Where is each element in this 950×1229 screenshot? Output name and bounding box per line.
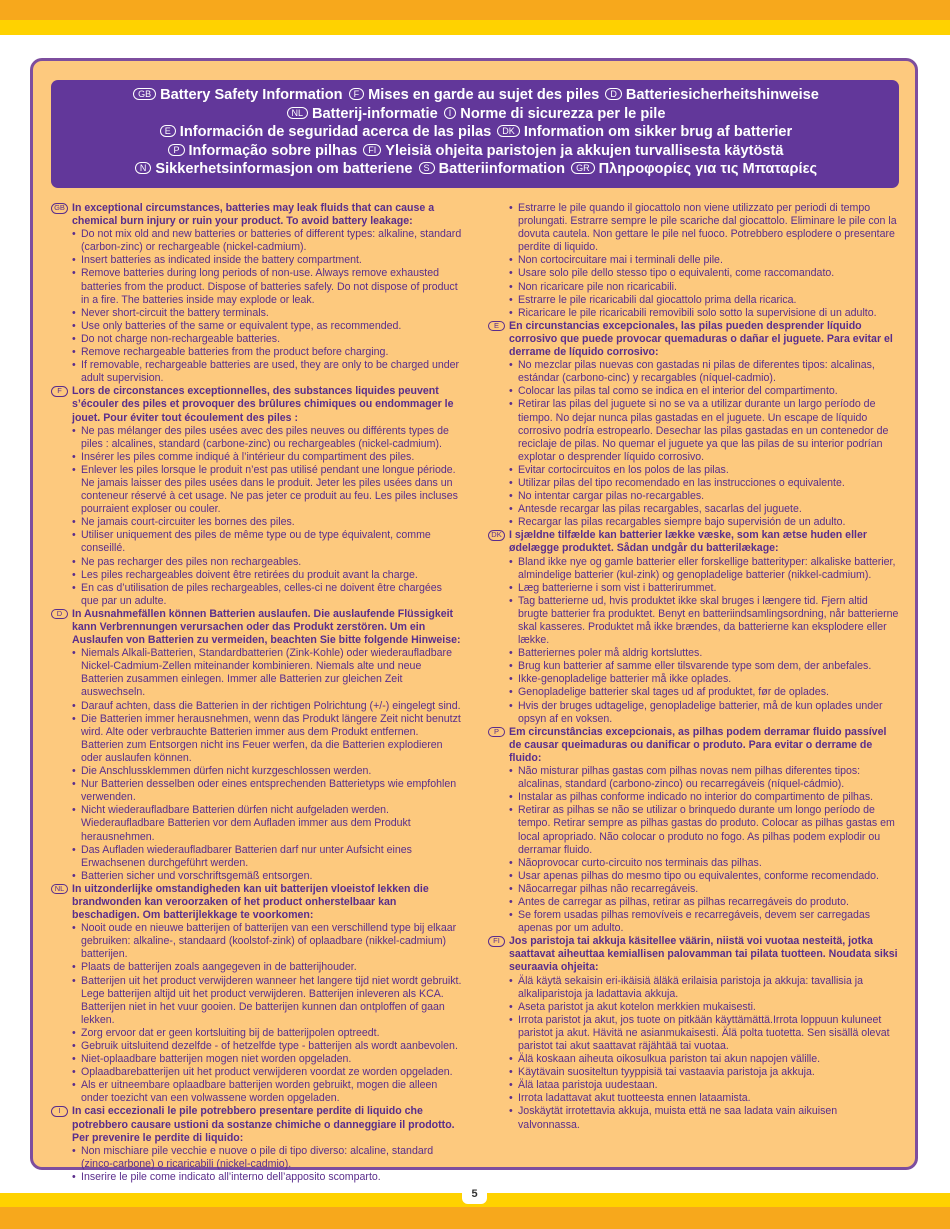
country-code-badge: DK	[497, 125, 520, 137]
country-code-badge: E	[160, 125, 176, 137]
language-section	[488, 202, 900, 320]
bullet-item: • Insert batteries as indicated inside the battery compartment.	[72, 254, 462, 267]
bullet-item: • Læg batterierne i som vist i batterirummet.	[509, 582, 900, 595]
section-heading: In uitzonderlijke omstandigheden kan uit batterijen vloeistof lekken die brandwonden kan veroorzaken of het product onherstelbaar kan beschadigen. Om batterijlekkage te voorkomen:	[72, 882, 429, 922]
section-heading: Jos paristoja tai akkuja käsitellee väärin, niistä voi vuotaa nesteitä, jotka saattavat aiheuttaa kemiallisen palovamman tai pilata tuotteen. Noudata siksi seuraavia ohjeita:	[509, 935, 898, 974]
bullet-item: • Enlever les piles lorsque le produit n’est pas utilisé pendant une longue période. Ne jamais laisser des piles usées dans le produit. Jeter les piles usées dans un conteneur réservé à cet usage. Ne pas jeter ce produit au feu. Les piles incluses pourraient exploser ou couler.	[72, 464, 462, 516]
bullet-item: • Nicht wiederaufladbare Batterien dürfen nicht aufgeladen werden. Wiederaufladbare Batterien vor dem Aufladen immer aus dem Produkt herausnehmen.	[72, 804, 462, 843]
bullet-list	[509, 765, 900, 935]
bullet-item: • No intentar cargar pilas no-recargables.	[509, 490, 900, 503]
country-code-badge: P	[488, 727, 505, 738]
bullet-item: • Utiliser uniquement des piles de même type ou de type équivalent, comme conseillé.	[72, 529, 462, 555]
bullet-item: • Irrota ladattavat akut tuotteesta ennen lataamista.	[509, 1092, 900, 1105]
language-section	[488, 529, 900, 725]
country-code-badge: GB	[133, 88, 156, 100]
bullet-list	[509, 202, 900, 320]
bullet-item: • Do not mix old and new batteries or batteries of different types: alkaline, standard (carbon-zinc) or rechargeable (nickel-cadmium).	[72, 228, 462, 254]
bullet-item: • Irrota paristot ja akut, jos tuote on pitkään käyttämättä.Irrota loppuun kuluneet paristot ja akut. Hävitä ne asianmukaisesti. Älä polta tuotetta. Sen sisällä olevat paristot tai akut saattavat räjähtää tai vuotaa.	[509, 1014, 900, 1053]
language-section	[51, 1105, 462, 1184]
bullet-item: • Brug kun batterier af samme eller tilsvarende type som dem, der anbefales.	[509, 660, 900, 673]
country-code-badge: I	[444, 107, 457, 119]
bullet-item: • Ne pas recharger des piles non rechargeables.	[72, 556, 462, 569]
bullet-list	[72, 228, 462, 385]
bullet-list	[509, 975, 900, 1132]
bullet-item: • Älä koskaan aiheuta oikosulkua pariston tai akun napojen välille.	[509, 1053, 900, 1066]
bullet-list	[72, 647, 462, 883]
bullet-item: • Älä lataa paristoja uudestaan.	[509, 1079, 900, 1092]
country-code-badge: FI	[488, 936, 505, 947]
bullet-item: • Hvis der bruges udtagelige, genopladelige batterier, må de kun oplades under opsyn af en voksen.	[509, 700, 900, 726]
bullet-item: • Aseta paristot ja akut kotelon merkkien mukaisesti.	[509, 1001, 900, 1014]
bullet-item: • Nãoprovocar curto-circuito nos terminais das pilhas.	[509, 857, 900, 870]
bullet-item: • Estrarre le pile quando il giocattolo non viene utilizzato per periodi di tempo prolungati. Estrarre sempre le pile scariche dal giocattolo. Eliminare le pile con la dovuta cautela. Non gettare le pile nel fuoco. Potrebbero esplodere o presentare perdite di liquido.	[509, 202, 900, 254]
bullet-item: • Non cortocircuitare mai i terminali delle pile.	[509, 254, 900, 267]
language-section	[51, 883, 462, 1106]
bullet-list	[72, 922, 462, 1105]
bullet-item: • Batterijen uit het product verwijderen wanneer het langere tijd niet wordt gebruikt. Lege batterijen altijd uit het product verwijderen. Batterijen inleveren als KCA. Batterijen niet in het vuur gooien. De batterijen kunnen dan ontploffen of gaan lekken.	[72, 975, 462, 1027]
banner-line	[51, 86, 899, 105]
country-code-badge: N	[135, 162, 152, 174]
bullet-item: • Älä käytä sekaisin eri-ikäisiä äläkä erilaisia paristoja ja akkuja: tavallisia ja alkaliparistoja ja ladattavia akkuja.	[509, 975, 900, 1001]
banner-title: Information om sikker brug af batterier	[523, 124, 793, 141]
bullet-list	[72, 1145, 462, 1184]
language-section	[51, 385, 462, 608]
banner-title: Batteriinformation	[438, 161, 566, 178]
country-code-badge: GR	[571, 162, 595, 174]
bullet-item: • Antes de carregar as pilhas, retirar as pilhas recarregáveis do produto.	[509, 896, 900, 909]
country-code-badge: D	[51, 609, 68, 620]
bullet-item: • Batterien sicher und vorschriftsgemäß entsorgen.	[72, 870, 462, 883]
banner-title: Información de seguridad acerca de las pilas	[179, 124, 492, 141]
bullet-item: • Non mischiare pile vecchie e nuove o pile di tipo diverso: alcaline, standard (zinco-carbone) o ricaricabili (nickel-cadmio).	[72, 1145, 462, 1171]
bullet-item: • If removable, rechargeable batteries are used, they are only to be charged under adult supervision.	[72, 359, 462, 385]
bullet-item: • Retirar las pilas del juguete si no se va a utilizar durante un largo período de tiempo. No dejar nunca pilas gastadas en el juguete. Un escape de líquido corrosivo podría estropearlo. Desechar las pilas gastadas en un contenedor de reciclaje de pilas. No quemar el juguete ya que las pilas de su interior podrían explotar o desprender líquido corrosivo.	[509, 398, 900, 463]
right-column	[488, 202, 900, 1132]
bullet-item: • Joskäytät irrotettavia akkuja, muista että ne saa ladata vain aikuisen valvonnassa.	[509, 1105, 900, 1131]
top-decorative-stripe	[0, 0, 950, 35]
bullet-item: • Usar apenas pilhas do mesmo tipo ou equivalentes, conforme recomendado.	[509, 870, 900, 883]
country-code-badge: P	[168, 144, 184, 156]
bullet-item: • Das Aufladen wiederaufladbarer Batterien darf nur unter Aufsicht eines Erwachsenen durchgeführt werden.	[72, 844, 462, 870]
banner-title: Mises en garde au sujet des piles	[368, 87, 600, 103]
country-code-badge: NL	[287, 107, 309, 119]
section-heading: Lors de circonstances exceptionnelles, des substances liquides peuvent s’écouler des piles et provoquer des brûlures chimiques ou endommager le jouet. Pour éviter tout écoulement des piles :	[72, 385, 454, 424]
country-code-badge: I	[51, 1106, 68, 1117]
country-code-badge: D	[605, 88, 622, 100]
bullet-item: • No mezclar pilas nuevas con gastadas ni pilas de diferentes tipos: alcalinas, estándar (carbono-cinc) y recargables (níquel-cadmio).	[509, 359, 900, 385]
bullet-item: • Remove rechargeable batteries from the product before charging.	[72, 346, 462, 359]
country-code-badge: FI	[363, 144, 381, 156]
bullet-item: • Tag batterierne ud, hvis produktet ikke skal bruges i længere tid. Fjern altid brugte batterier fra produktet. Benyt en batteriindsamlingsordning, når batterierne skal kasseres. Produktet må ikke brændes, da batterierne kan eksplodere eller lække.	[509, 595, 900, 647]
country-code-badge: E	[488, 321, 505, 332]
banner-line	[51, 105, 899, 124]
bullet-item: • Instalar as pilhas conforme indicado no interior do compartimento de pilhas.	[509, 791, 900, 804]
bullet-item: • Non ricaricare pile non ricaricabili.	[509, 281, 900, 294]
banner-title: Batterij-informatie	[312, 105, 438, 122]
language-section	[51, 202, 462, 385]
banner-title: Sikkerhetsinformasjon om batteriene	[155, 161, 413, 178]
bullet-item: • Ne pas mélanger des piles usées avec des piles neuves ou différents types de piles : alcalines, standard (carbone-zinc) ou rechargeables (nickel-cadmium).	[72, 425, 462, 451]
language-section	[488, 320, 900, 530]
bullet-item: • Antesde recargar las pilas recargables, sacarlas del juguete.	[509, 503, 900, 516]
country-code-badge: DK	[488, 530, 505, 541]
bullet-item: • Estrarre le pile ricaricabili dal giocattolo prima della ricarica.	[509, 294, 900, 307]
bullet-item: • Nãocarregar pilhas não recarregáveis.	[509, 883, 900, 896]
bullet-item: • Plaats de batterijen zoals aangegeven in de batterijhouder.	[72, 961, 462, 974]
section-heading: In Ausnahmefällen können Batterien auslaufen. Die auslaufende Flüssigkeit kann Verbrennungen verursachen oder das Produkt zerstören. Um ein Auslaufen von Batterien zu vermeiden, beachten Sie bitte folgende Hinweise:	[72, 607, 461, 647]
bullet-item: • Insérer les piles comme indiqué à l’intérieur du compartiment des piles.	[72, 451, 462, 464]
bullet-list	[509, 359, 900, 529]
bullet-item: • Inserire le pile come indicato all’interno dell’apposito scomparto.	[72, 1171, 462, 1184]
bullet-item: • Retirar as pilhas se não se utilizar o brinquedo durante um longo período de tempo. Retirar sempre as pilhas gastas do produto. Colocar as pilhas gastas em local apropriado. Não colocar o produto no fogo. As pilhas podem explodir ou derramar fluido.	[509, 804, 900, 856]
language-section	[488, 726, 900, 936]
bullet-item: • Utilizar pilas del tipo recomendado en las instrucciones o equivalente.	[509, 477, 900, 490]
bullet-item: • Se forem usadas pilhas removíveis e recarregáveis, devem ser carregadas apenas por um adulto.	[509, 909, 900, 935]
country-code-badge: GB	[51, 203, 68, 214]
bullet-item: • Käytävain suositeltun tyyppisiä tai vastaavia paristoja ja akkuja.	[509, 1066, 900, 1079]
bullet-item: • En cas d’utilisation de piles rechargeables, celles-ci ne doivent être chargées que par un adulte.	[72, 582, 462, 608]
banner-line	[51, 142, 899, 161]
bullet-item: • Darauf achten, dass die Batterien in der richtigen Polrichtung (+/-) eingelegt sind.	[72, 700, 462, 713]
bullet-item: • Evitar cortocircuitos en los polos de las pilas.	[509, 464, 900, 477]
bullet-item: • Batteriernes poler må aldrig kortsluttes.	[509, 647, 900, 660]
country-code-badge: NL	[51, 884, 68, 895]
banner-title: Yleisiä ohjeita paristojen ja akkujen turvallisesta käytöstä	[385, 142, 784, 159]
bullet-item: • Bland ikke nye og gamle batterier eller forskellige batterityper: alkaliske batterier, almindelige batterier (kul-zink) og genopladelige batterier (nikkel-cadmium).	[509, 556, 900, 582]
bullet-item: • Nooit oude en nieuwe batterijen of batterijen van een verschillend type bij elkaar gebruiken: alkaline-, standaard (koolstof-zink) of oplaadbare (nikkel-cadmium) batterijen.	[72, 922, 462, 961]
title-banner	[51, 80, 899, 188]
bullet-item: • Zorg ervoor dat er geen kortsluiting bij de batterijpolen optreedt.	[72, 1027, 462, 1040]
bullet-item: • Recargar las pilas recargables siempre bajo supervisión de un adulto.	[509, 516, 900, 529]
bullet-item: • Niemals Alkali-Batterien, Standardbatterien (Zink-Kohle) oder wiederaufladbare Nickel-Cadmium-Zellen miteinander kombinieren. Niemals alte und neue Batterien zusammen einlegen. Immer alle Batterien zur gleichen Zeit auswechseln.	[72, 647, 462, 699]
section-heading: Em circunstâncias excepcionais, as pilhas podem derramar fluido passível de causar queimaduras ou danificar o produto. Para evitar o derrame de fluido:	[509, 725, 887, 764]
section-heading: In exceptional circumstances, batteries may leak fluids that can cause a chemical burn injury or ruin your product. To avoid battery leakage:	[72, 202, 435, 228]
bullet-item: • Use only batteries of the same or equivalent type, as recommended.	[72, 320, 462, 333]
banner-line	[51, 123, 899, 142]
bullet-item: • Nur Batterien desselben oder eines entsprechenden Batterietyps wie empfohlen verwenden.	[72, 778, 462, 804]
bullet-item: • Als er uitneembare oplaadbare batterijen worden gebruikt, mogen die alleen onder toezicht van een volwassene worden opgeladen.	[72, 1079, 462, 1105]
bullet-item: • Do not charge non-rechargeable batteries.	[72, 333, 462, 346]
section-heading: En circunstancias excepcionales, las pilas pueden desprender líquido corrosivo que puede provocar quemaduras o dañar el juguete. Para evitar el derrame de líquido corrosivo:	[509, 319, 893, 359]
bullet-item: • Colocar las pilas tal como se indica en el interior del compartimento.	[509, 385, 900, 398]
bullet-item: • Não misturar pilhas gastas com pilhas novas nem pilhas diferentes tipos: alcalinas, standard (carbono-zinco) ou recarregáveis (níquel-cádmio).	[509, 765, 900, 791]
bullet-item: • Les piles rechargeables doivent être retirées du produit avant la charge.	[72, 569, 462, 582]
banner-line	[51, 160, 899, 179]
bullet-item: • Ne jamais court-circuiter les bornes des piles.	[72, 516, 462, 529]
bullet-item: • Remove batteries during long periods of non-use. Always remove exhausted batteries from the product. Dispose of batteries safely. Do not dispose of product in a fire. The batteries inside may explode or leak.	[72, 267, 462, 306]
bullet-item: • Gebruik uitsluitend dezelfde - of hetzelfde type - batterijen als wordt aanbevolen.	[72, 1040, 462, 1053]
bullet-item: • Never short-circuit the battery terminals.	[72, 307, 462, 320]
bullet-item: • Ikke-genopladelige batterier må ikke oplades.	[509, 673, 900, 686]
banner-title: Battery Safety Information	[160, 87, 343, 103]
banner-title: Informação sobre pilhas	[188, 142, 358, 159]
section-heading: In casi eccezionali le pile potrebbero presentare perdite di liquido che potrebbero causare ustioni da sostanze chimiche o danneggiare il prodotto. Per prevenire le perdite di liquido:	[72, 1105, 455, 1144]
country-code-badge: F	[349, 88, 365, 100]
bullet-item: • Die Anschlussklemmen dürfen nicht kurzgeschlossen werden.	[72, 765, 462, 778]
section-heading: I sjældne tilfælde kan batterier lække væske, som kan ætse huden eller ødelægge produktet. Sådan undgår du batterilækage:	[509, 529, 867, 555]
bullet-item: • Die Batterien immer herausnehmen, wenn das Produkt längere Zeit nicht benutzt wird. Alte oder verbrauchte Batterien immer aus dem Produkt entfernen. Batterien zum Entsorgen nicht ins Feuer werfen, da die Batterien explodieren oder auslaufen können.	[72, 713, 462, 765]
country-code-badge: F	[51, 386, 68, 397]
banner-title: Batteriesicherheitshinweise	[625, 87, 819, 103]
country-code-badge: S	[419, 162, 435, 174]
bullet-item: • Usare solo pile dello stesso tipo o equivalenti, come raccomandato.	[509, 267, 900, 280]
banner-title: Πληροφορίες για τις Μπαταρίες	[598, 161, 818, 178]
language-section	[51, 608, 462, 883]
left-column	[51, 202, 462, 1184]
language-section	[488, 935, 900, 1131]
bullet-item: • Genopladelige batterier skal tages ud af produktet, før de oplades.	[509, 686, 900, 699]
page-number: 5	[462, 1185, 487, 1204]
bullet-item: • Oplaadbarebatterijen uit het product verwijderen voordat ze worden opgeladen.	[72, 1066, 462, 1079]
bullet-list	[72, 425, 462, 608]
banner-title: Norme di sicurezza per le pile	[460, 105, 666, 122]
bullet-item: • Ricaricare le pile ricaricabili removibili solo sotto la supervisione di un adulto.	[509, 307, 900, 320]
bullet-list	[509, 556, 900, 726]
bullet-item: • Niet-oplaadbare batterijen mogen niet worden opgeladen.	[72, 1053, 462, 1066]
